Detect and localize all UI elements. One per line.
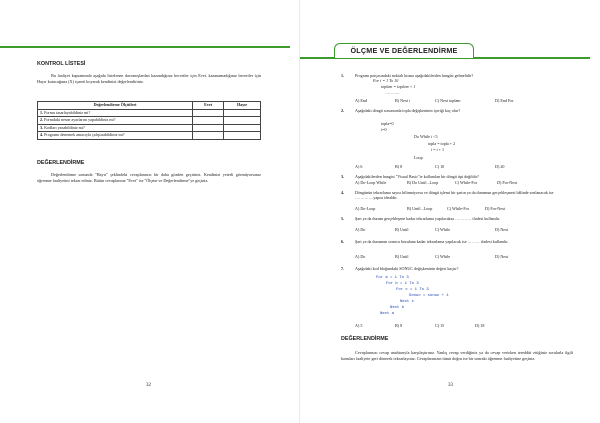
checklist-header-row [38,102,261,110]
q2-code-line: topla=0 [381,121,394,126]
no-cell[interactable] [224,124,261,132]
option-c[interactable]: C) While-For [447,206,470,211]
option-b[interactable]: B) Until [395,227,409,232]
section-header-title: ÖLÇME VE DEĞERLENDİRME [350,46,458,55]
option-c[interactable]: C) While [435,227,451,232]
question-7: 7. Aşağıdaki kod bloğundaki SONUC değişkeninin değeri kaçtır? [341,266,459,271]
option-a[interactable]: A) Do-Loop [355,206,376,211]
no-cell[interactable] [224,117,261,125]
yes-header: Evet [193,102,224,110]
question-2: 2. Aşağıdaki döngü sonucunda topla değişkeninin içeriği kaç olur? [341,108,461,113]
option-d[interactable]: D) For-Next [485,206,506,211]
option-d[interactable]: D) Next [495,254,509,259]
option-b[interactable]: B) Until –Loop [407,206,433,211]
q2-code-line: i = i + 1 [431,147,445,152]
q1-code-line: For i = 1 To 10 [373,78,399,83]
q2-code-line: i=0 [381,127,387,132]
option-b[interactable]: B) 8 [395,164,403,169]
question-6: 6. Şart ya da durumun sonucu bozulana kadar tekrarlama yapılacak ise ……… ifadesi kullanılır. [341,239,509,244]
criteria-cell: 3. Kodları yazabildiniz mi? [38,124,193,132]
question-5: 5. Şart ya da durum gerçekleşene kadar tekrarlama yapılacaksa ………… ifadesi kullanılır. [341,216,501,221]
question-1: 1. Program parçasındaki noktalı kısma aşağıdakilerden hangisi gelmelidir? [341,73,474,78]
page-gutter [299,0,300,423]
question-4: 4. Döngünün tekrarlama sayısı bilinmiyorsa ve döngü işlemi bir şartın ya da durumun gerçekleşmesi hâlinde sonlanacak ise …………..yapısı idealdir. [341,190,554,201]
left-eval-title: DEĞERLENDİRME [37,160,85,166]
criteria-cell: 4. Programı denemek amacıyla çalıştırabildiniz mi? [38,132,193,140]
right-eval-title: DEĞERLENDİRME [341,336,389,342]
no-cell[interactable] [224,109,261,117]
option-a[interactable]: A) 6 [355,164,363,169]
q7-code-line: For b = 1 To 3 [386,282,419,286]
checklist-table [37,101,261,140]
q1-options [355,98,514,103]
table-row [38,124,261,132]
option-b[interactable]: B) Do Until –Loop [407,180,439,185]
right-eval-text: Cevaplarınızı cevap anahtarıyla karşılaştırınız. Yanlış cevap verdiğiniz ya da cevap verirken tereddüt ettiğiniz sorularla ilgili konuları faaliyete geri dönerek tekrarlayınız. Cevaplarınızın tümü doğru ise bir sonraki öğrenme faaliyetine geçiniz. [341,350,573,362]
table-row [38,109,261,117]
option-c[interactable]: C) While-For [455,180,478,185]
q7-code-line: Next b [390,306,405,310]
option-d[interactable]: D) 18 [475,323,485,328]
criteria-cell: 1. Formu tasarlayabildiniz mi? [38,109,193,117]
q2-code-line: Do While i <5 [414,134,438,139]
table-row [38,132,261,140]
q1-code-line: ……….. [385,90,400,95]
q2-code-line: Loop [414,155,423,160]
left-eval-text: Değerlendirme sonunda "Hayır" şeklindeki cevaplarınızı bir daha gözden geçiriniz. Kendinizi yeterli görmüyorsanız öğrenme faaliyetini tekrar ediniz. Bütün cevaplarınız "Evet" ise "Ölçme ve Değerlendirme"ye geçiniz. [37,172,261,184]
option-b[interactable]: B) Until [395,254,409,259]
q6-options [355,254,508,259]
option-a[interactable]: A) Do [355,254,366,259]
option-c[interactable]: C) 15 [435,323,445,328]
page-number-right: 33 [448,383,453,388]
q7-code-line: For c = 1 To 3 [396,288,429,292]
q2-options [355,164,504,169]
q3-options [355,180,517,185]
section-header-tab [334,43,474,58]
q2-code-line: topla = topla + 2 [428,141,456,146]
option-b[interactable]: B) 8 [395,323,403,328]
yes-cell[interactable] [193,132,224,140]
page-number-left: 32 [146,383,151,388]
option-a[interactable]: A) Do [355,227,366,232]
table-row [38,117,261,125]
q4-options [355,206,505,211]
checklist-title: KONTROL LİSTESİ [37,61,86,67]
q7-options [355,323,484,328]
yes-cell[interactable] [193,124,224,132]
q7-code-line: For a = 1 To 3 [376,276,409,280]
q7-code-line: Sonuc = sonuc + 1 [409,294,449,298]
option-c[interactable]: C) While [435,254,451,259]
left-header-rule [0,46,290,48]
option-a[interactable]: A) Do-Loop While [355,180,387,185]
yes-cell[interactable] [193,109,224,117]
q5-options [355,227,508,232]
q1-code-line: toplam = toplam + 1 [381,84,416,89]
question-3: 3. Aşağıdakilerden hangisi "Visual Basic"te kullanılan bir döngü tipi değildir? [341,174,479,179]
option-b[interactable]: B) Next i [395,98,411,103]
option-d[interactable]: D) Next [495,227,509,232]
yes-cell[interactable] [193,117,224,125]
no-header: Hayır [224,102,261,110]
criteria-header: Değerlendirme Ölçütleri [38,102,193,110]
option-a[interactable]: A) End [355,98,367,103]
q7-code-line: Next a [380,312,395,316]
q7-code-line: Next c [400,300,415,304]
option-d[interactable]: D) For-Next [497,180,518,185]
option-c[interactable]: C) Next toplam [435,98,461,103]
option-c[interactable]: C) 10 [435,164,445,169]
checklist-intro: Bu faaliyet kapsamında aşağıda listelenen davranışlardan kazandığınız beceriler için Evet, kazanamadığınız beceriler için Hayır kutucuğuna (X) işareti koyarak kendinizi değerlendiriniz. [37,73,261,85]
option-d[interactable]: D) End For [495,98,514,103]
option-a[interactable]: A) 5 [355,323,363,328]
criteria-cell: 2. Formdaki nesne ayarlarını yapabildiniz mi? [38,117,193,125]
option-d[interactable]: D) 20 [495,164,505,169]
no-cell[interactable] [224,132,261,140]
